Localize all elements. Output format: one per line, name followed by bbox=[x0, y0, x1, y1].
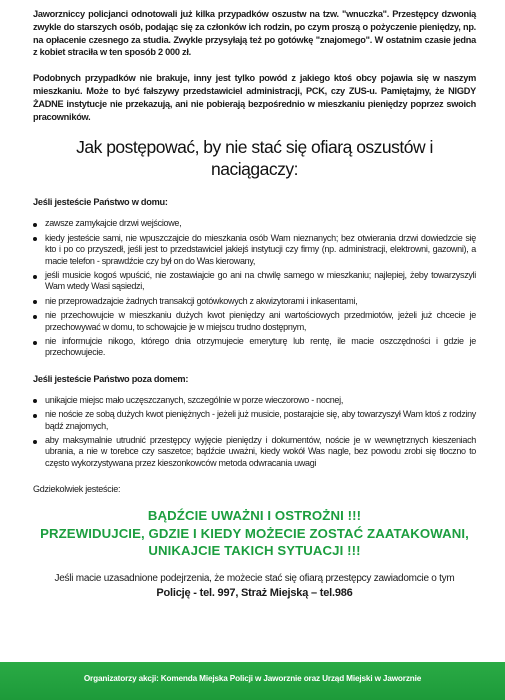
main-heading: Jak postępować, by nie stać się ofiarą oszustów i naciągaczy: bbox=[76, 137, 433, 180]
slogan-line-1: BĄDŹCIE UWAŻNI I OSTROŻNI !!! bbox=[147, 508, 362, 524]
list-item: zawsze zamykajcie drzwi wejściowe, bbox=[33, 218, 476, 229]
bullet-icon bbox=[33, 237, 37, 241]
anywhere-label: Gdziekolwiek jesteście: bbox=[33, 484, 121, 495]
list-item: unikajcie miejsc mało uczęszczanych, szczególnie w porze wieczorowo - nocnej, bbox=[33, 395, 476, 406]
bullet-icon bbox=[33, 315, 37, 319]
list-item: nie przeprowadzajcie żadnych transakcji gotówkowych z akwizytorami i inkasentami, bbox=[33, 296, 476, 307]
list-item: nie noście ze sobą dużych kwot pieniężnych - jeżeli już musicie, postarajcie się, aby towarzyszył Wam ktoś z rodziny bądź znajomych, bbox=[33, 409, 476, 432]
bullet-icon bbox=[33, 414, 37, 418]
list-item: jeśli musicie kogoś wpuścić, nie zostawiajcie go ani na chwilę samego w mieszkaniu; najlepiej, żeby towarzyszyli Wam wtedy Wasi sąsiedzi, bbox=[33, 270, 476, 293]
intro-paragraph-2: Podobnych przypadków nie brakuje, inny jest tylko powód z jakiego ktoś obcy pojawia się w naszym mieszkaniu. Może to być fałszywy przedstawiciel administracji, PCK, czy ZUS-u. Pamiętajmy, że NIGDY ŻADNE instytucje nie przekazują, ani nie pobierają bezpośrednio w mieszkaniu pieniędzy poprzez swoich pracowników. bbox=[33, 73, 476, 122]
footer-bar bbox=[0, 662, 505, 700]
bullet-icon bbox=[33, 399, 37, 403]
slogan-block bbox=[33, 507, 476, 560]
home-section-title: Jeśli jesteście Państwo w domu: bbox=[33, 197, 168, 208]
list-item: kiedy jesteście sami, nie wpuszczajcie do mieszkania osób Wam nieznanych; bez otwierania drzwi dowiedzcie się kto i po co przyszedł, jeśli jest to przedstawiciel jakiejś instytucji czy firmy (np. administracji, elektrowni, gazowni), a macie telefon - sprawdźcie czy był on do Was kierowany, bbox=[33, 233, 476, 267]
outside-section-title: Jeśli jesteście Państwo poza domem: bbox=[33, 373, 189, 384]
slogan-line-2: PRZEWIDUJCIE, GDZIE I KIEDY MOŻECIE ZOSTAĆ ZAATAKOWANI, bbox=[40, 525, 469, 541]
emergency-contacts: Policję - tel. 997, Straż Miejską – tel.986 bbox=[156, 586, 353, 599]
bullet-icon bbox=[33, 300, 37, 304]
footer-organizers: Organizatorzy akcji: Komenda Miejska Policji w Jaworznie oraz Urząd Miejski w Jaworznie bbox=[83, 674, 422, 683]
list-item: nie informujcie nikogo, którego dnia otrzymujecie emeryturę lub rentę, ile macie oszczędności i gdzie je przechowujecie. bbox=[33, 336, 476, 359]
bullet-icon bbox=[33, 341, 37, 345]
bullet-icon bbox=[33, 275, 37, 279]
report-note: Jeśli macie uzasadnione podejrzenia, że możecie stać się ofiarą przestępcy zawiadomcie o tym bbox=[54, 572, 455, 584]
bullet-icon bbox=[33, 440, 37, 444]
intro-paragraph-1: Jaworzniccy policjanci odnotowali już kilka przypadków oszustw na tzw. "wnuczka". Przestępcy dzwonią zwykle do starszych osób, podając się za członków ich rodzin, po czym proszą o pożyczenie pieniędzy, np. na opłacenie czesnego za studia. Zwykle przysyłają też po gotówkę "znajomego". W ostatnim czasie jedna z kobiet straciła w ten sposób 2 000 zł. bbox=[33, 9, 476, 58]
slogan-line-3: UNIKAJCIE TAKICH SYTUACJI !!! bbox=[148, 543, 361, 559]
list-item: aby maksymalnie utrudnić przestępcy wyjęcie pieniędzy i dokumentów, noście je w wewnętrznych kieszeniach ubrania, a nie w torebce czy saszetce; bądźcie uważni, kiedy wokół Was nagle, bez powodu zrobi się tłoczno to często wykorzystywana przez kieszonkowców metoda odwracania uwagi bbox=[33, 435, 476, 469]
bullet-icon bbox=[33, 223, 37, 227]
list-item: nie przechowujcie w mieszkaniu dużych kwot pieniędzy ani wartościowych przedmiotów, jeżeli już chcecie je przechowywać w domu, to schowajcie je w miejscu trudno dostępnym, bbox=[33, 310, 476, 333]
leaflet-content bbox=[33, 8, 476, 601]
home-tips-list bbox=[33, 218, 476, 358]
outside-tips-list bbox=[33, 395, 476, 469]
